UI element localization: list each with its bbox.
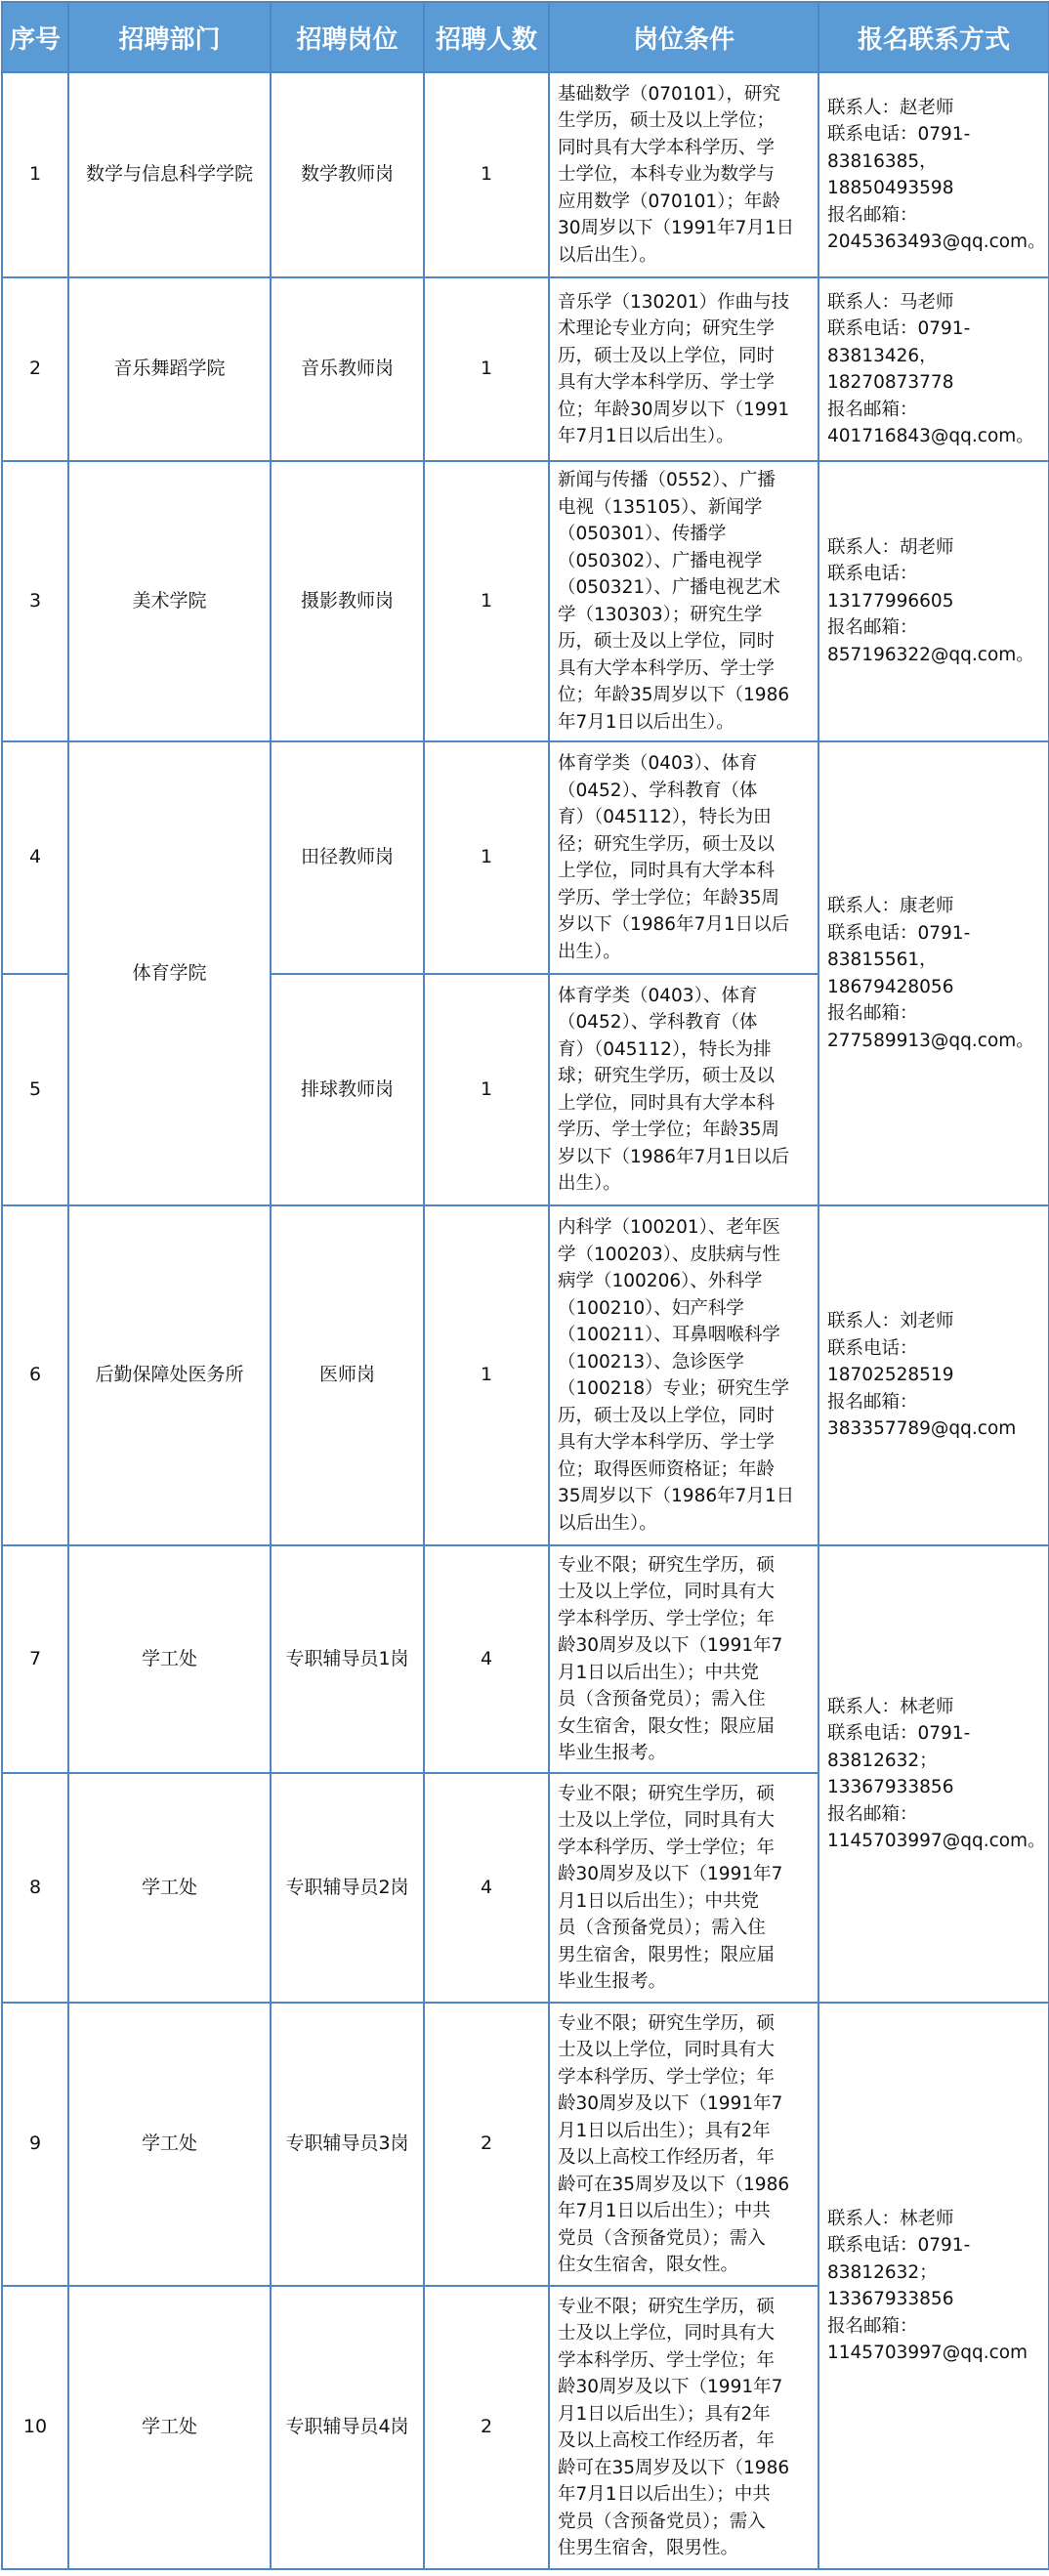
cell-count: 2 xyxy=(424,2003,549,2286)
header-count: 招聘人数 xyxy=(424,2,549,72)
cell-count: 1 xyxy=(424,1205,549,1545)
cell-dept: 美术学院 xyxy=(68,461,271,741)
cell-post: 音乐教师岗 xyxy=(271,277,424,461)
cell-post: 排球教师岗 xyxy=(271,974,424,1205)
cell-dept: 数学与信息科学学院 xyxy=(68,72,271,277)
cell-no: 5 xyxy=(2,974,68,1205)
table-row xyxy=(2,1205,1049,1545)
cell-conditions: 内科学（100201）、老年医 学（100203）、皮肤病与性 病学（100206）、外科学 （100210）、妇产科学 （100211）、耳鼻咽喉科学 （100213）、急诊医学 （100218）专业；研究生学 历，硕士及以上学位，同时 具有大学本科学历、学士学 位；取得医师资格证；年龄 35周岁以下（1986年7月1日 以后出生）。 xyxy=(549,1205,818,1545)
cell-conditions: 体育学类（0403）、体育 （0452）、学科教育（体 育）（045112），特长为田 径；研究生学历，硕士及以 上学位，同时具有大学本科 学历、学士学位；年龄35周 岁以下（1986年7月1日以后 出生）。 xyxy=(549,741,818,974)
cell-contact: 联系人：赵老师 联系电话：0791- 83816385，18850493598 报名邮箱： 2045363493@qq.com。 xyxy=(818,72,1049,277)
cell-no: 7 xyxy=(2,1545,68,1773)
table-row xyxy=(2,72,1049,277)
cell-contact: 联系人：胡老师 联系电话： 13177996605 报名邮箱： 857196322@qq.com。 xyxy=(818,461,1049,741)
header-dept: 招聘部门 xyxy=(68,2,271,72)
cell-post: 田径教师岗 xyxy=(271,741,424,974)
table-row xyxy=(2,2003,1049,2286)
cell-contact: 联系人：刘老师 联系电话： 18702528519 报名邮箱： 383357789@qq.com xyxy=(818,1205,1049,1545)
cell-post: 医师岗 xyxy=(271,1205,424,1545)
cell-post: 摄影教师岗 xyxy=(271,461,424,741)
cell-conditions: 体育学类（0403）、体育 （0452）、学科教育（体 育）（045112），特长为排 球；研究生学历，硕士及以 上学位，同时具有大学本科 学历、学士学位；年龄35周 岁以下（1986年7月1日以后 出生）。 xyxy=(549,974,818,1205)
cell-conditions: 专业不限；研究生学历，硕 士及以上学位，同时具有大 学本科学历、学士学位；年 龄30周岁及以下（1991年7 月1日以后出生）；中共党 员（含预备党员）；需入住 男生宿舍，限男性；限应届 毕业生报考。 xyxy=(549,1773,818,2003)
cell-conditions: 专业不限；研究生学历，硕 士及以上学位，同时具有大 学本科学历、学士学位；年 龄30周岁及以下（1991年7 月1日以后出生）；中共党 员（含预备党员）；需入住 女生宿舍，限女性；限应届 毕业生报考。 xyxy=(549,1545,818,1773)
cell-post: 专职辅导员2岗 xyxy=(271,1773,424,2003)
cell-conditions: 专业不限；研究生学历，硕 士及以上学位，同时具有大 学本科学历、学士学位；年 龄30周岁及以下（1991年7 月1日以后出生）；具有2年 及以上高校工作经历者，年 龄可在35周岁及以下（1986 年7月1日以后出生）；中共 党员（含预备党员）；需入 住女生宿舍，限女性。 xyxy=(549,2003,818,2286)
cell-dept: 体育学院 xyxy=(68,741,271,1205)
cell-post: 数学教师岗 xyxy=(271,72,424,277)
cell-post: 专职辅导员1岗 xyxy=(271,1545,424,1773)
cell-dept: 学工处 xyxy=(68,1773,271,2003)
cell-no: 9 xyxy=(2,2003,68,2286)
cell-conditions: 新闻与传播（0552）、广播 电视（135105）、新闻学 （050301）、传播学 （050302）、广播电视学 （050321）、广播电视艺术 学（130303）；研究生学 历，硕士及以上学位，同时 具有大学本科学历、学士学 位；年龄35周岁以下（1986 年7月1日以后出生）。 xyxy=(549,461,818,741)
cell-no: 1 xyxy=(2,72,68,277)
cell-count: 1 xyxy=(424,974,549,1205)
cell-count: 1 xyxy=(424,461,549,741)
table-row xyxy=(2,277,1049,461)
cell-conditions: 音乐学（130201）作曲与技 术理论专业方向；研究生学 历，硕士及以上学位，同时 具有大学本科学历、学士学 位；年龄30周岁以下（1991 年7月1日以后出生）。 xyxy=(549,277,818,461)
cell-no: 10 xyxy=(2,2286,68,2569)
cell-count: 2 xyxy=(424,2286,549,2569)
table-row xyxy=(2,1545,1049,1773)
cell-count: 4 xyxy=(424,1545,549,1773)
table-row xyxy=(2,741,1049,974)
cell-conditions: 基础数学（070101），研究 生学历，硕士及以上学位； 同时具有大学本科学历、学 士学位，本科专业为数学与 应用数学（070101）；年龄 30周岁以下（1991年7月1日 以后出生）。 xyxy=(549,72,818,277)
cell-count: 1 xyxy=(424,277,549,461)
header-conditions: 岗位条件 xyxy=(549,2,818,72)
header-contact: 报名联系方式 xyxy=(818,2,1049,72)
cell-contact: 联系人：康老师 联系电话：0791- 83815561， 18679428056 报名邮箱： 277589913@qq.com。 xyxy=(818,741,1049,1205)
table-row xyxy=(2,461,1049,741)
cell-dept: 学工处 xyxy=(68,2286,271,2569)
cell-count: 4 xyxy=(424,1773,549,2003)
cell-no: 8 xyxy=(2,1773,68,2003)
cell-no: 2 xyxy=(2,277,68,461)
cell-no: 3 xyxy=(2,461,68,741)
cell-count: 1 xyxy=(424,741,549,974)
cell-contact: 联系人：马老师 联系电话：0791- 83813426，18270873778 报名邮箱： 401716843@qq.com。 xyxy=(818,277,1049,461)
cell-count: 1 xyxy=(424,72,549,277)
header-post: 招聘岗位 xyxy=(271,2,424,72)
header-row xyxy=(2,2,1049,72)
recruitment-table xyxy=(1,1,1049,2570)
cell-post: 专职辅导员4岗 xyxy=(271,2286,424,2569)
cell-no: 6 xyxy=(2,1205,68,1545)
header-no: 序号 xyxy=(2,2,68,72)
cell-contact: 联系人：林老师 联系电话：0791- 83812632； 13367933856 报名邮箱： 1145703997@qq.com。 xyxy=(818,1545,1049,2003)
cell-contact: 联系人：林老师 联系电话：0791- 83812632； 13367933856 报名邮箱： 1145703997@qq.com xyxy=(818,2003,1049,2569)
cell-conditions: 专业不限；研究生学历，硕 士及以上学位，同时具有大 学本科学历、学士学位；年 龄30周岁及以下（1991年7 月1日以后出生）；具有2年 及以上高校工作经历者，年 龄可在35周岁及以下（1986 年7月1日以后出生）；中共 党员（含预备党员）；需入 住男生宿舍，限男性。 xyxy=(549,2286,818,2569)
cell-dept: 学工处 xyxy=(68,2003,271,2286)
cell-dept: 音乐舞蹈学院 xyxy=(68,277,271,461)
cell-dept: 后勤保障处医务所 xyxy=(68,1205,271,1545)
cell-dept: 学工处 xyxy=(68,1545,271,1773)
cell-post: 专职辅导员3岗 xyxy=(271,2003,424,2286)
cell-no: 4 xyxy=(2,741,68,974)
